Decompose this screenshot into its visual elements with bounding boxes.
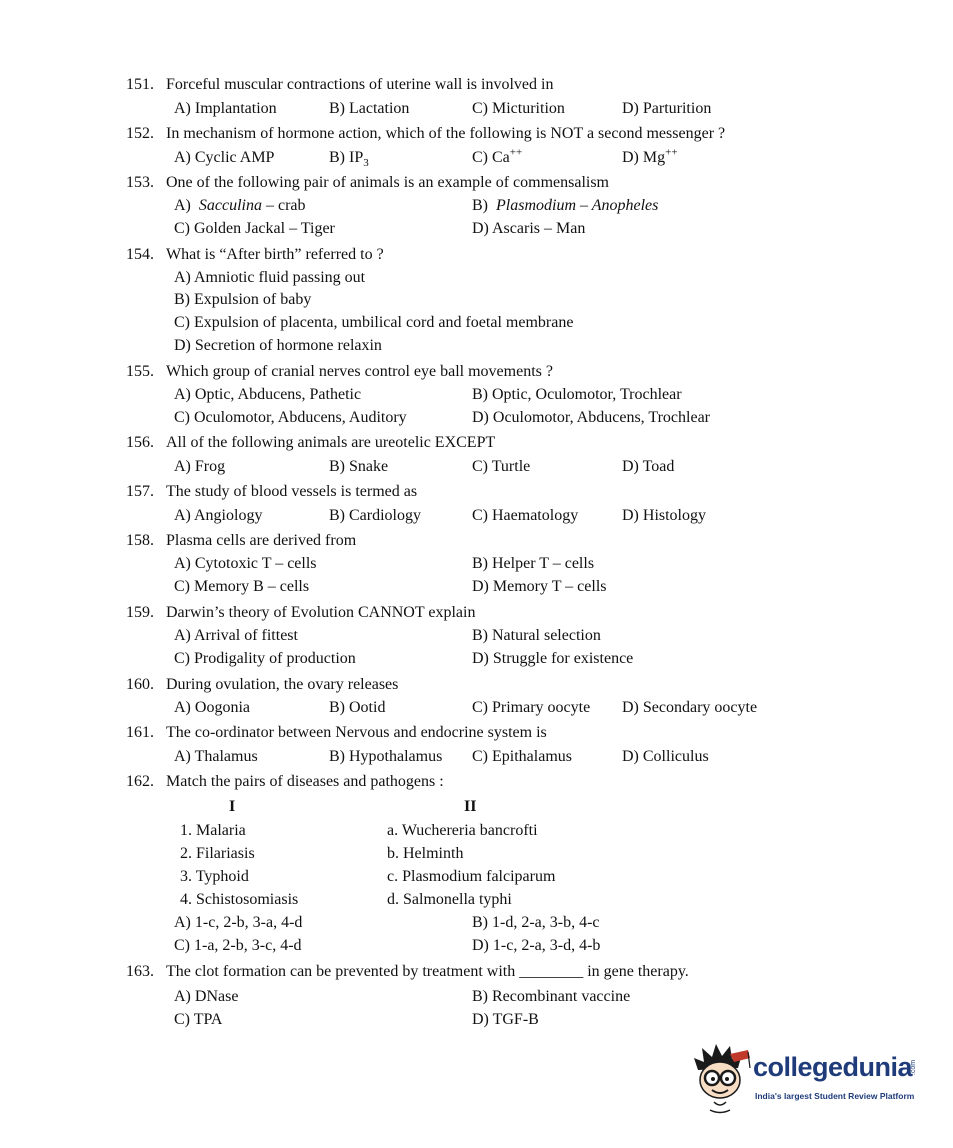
option-c: C) Memory B – cells <box>174 578 310 595</box>
question-text: The co-ordinator between Nervous and endocrine system is <box>166 724 547 741</box>
question-number: 153. <box>126 174 154 191</box>
option-d: D) Memory T – cells <box>472 578 607 595</box>
option-b: B) Snake <box>329 458 389 475</box>
option-a: A) Optic, Abducens, Pathetic <box>174 386 362 403</box>
option-b: B) $IP_3$ <box>329 149 369 170</box>
question-number: 157. <box>126 483 154 500</box>
match-left-item: 2. Filariasis <box>180 845 255 862</box>
question-161 <box>126 723 547 743</box>
question-162 <box>126 772 444 792</box>
question-number: 152. <box>126 125 154 142</box>
option-c: C) Primary oocyte <box>472 699 591 716</box>
question-number: 160. <box>126 676 154 693</box>
option-a: A) Oogonia <box>174 699 250 716</box>
option-c: C) 1-a, 2-b, 3-c, 4-d <box>174 937 302 954</box>
question-157 <box>126 482 417 502</box>
question-155 <box>126 362 553 382</box>
option-c: C) Haematology <box>472 507 579 524</box>
option-c: C) TPA <box>174 1011 223 1028</box>
question-text: In mechanism of hormone action, which of the following is NOT a second messenger ? <box>166 125 726 142</box>
option-d: D) TGF-B <box>472 1011 539 1028</box>
question-text: What is “After birth” referred to ? <box>166 246 384 263</box>
question-text: All of the following animals are ureotelic EXCEPT <box>166 434 496 451</box>
question-number: 151. <box>126 76 154 93</box>
question-154 <box>126 245 384 265</box>
question-text: The study of blood vessels is termed as <box>166 483 418 500</box>
option-a: A) Frog <box>174 458 226 475</box>
match-right-item: a. Wuchereria bancrofti <box>387 822 538 839</box>
option-d: D) Colliculus <box>622 748 709 765</box>
option-b: B) 1-d, 2-a, 3-b, 4-c <box>472 914 600 931</box>
option-b: B) Lactation <box>329 100 410 117</box>
option-b: B) Hypothalamus <box>329 748 443 765</box>
option-c: C) Ca++ <box>472 146 523 166</box>
option-a: A) 1-c, 2-b, 3-a, 4-d <box>174 914 303 931</box>
option-d: D) Secretion of hormone relaxin <box>174 337 382 354</box>
question-151 <box>126 75 553 95</box>
question-text: Match the pairs of diseases and pathogens : <box>166 773 444 790</box>
option-d: D) Oculomotor, Abducens, Trochlear <box>472 409 710 426</box>
option-a: A) Cytotoxic T – cells <box>174 555 317 572</box>
match-left-item: 4. Schistosomiasis <box>180 891 299 908</box>
option-d: D) Toad <box>622 458 675 475</box>
question-number: 162. <box>126 773 154 790</box>
option-b: B) Plasmodium – Anopheles <box>472 197 659 214</box>
option-b: B) Ootid <box>329 699 386 716</box>
option-b: B) Natural selection <box>472 627 601 644</box>
question-number: 155. <box>126 363 154 380</box>
question-text: Forceful muscular contractions of uterine wall is involved in <box>166 76 554 93</box>
column-ii-header: II <box>464 798 477 815</box>
option-b: B) Recombinant vaccine <box>472 988 631 1005</box>
option-d: D) Parturition <box>622 100 712 117</box>
option-c: C) Prodigality of production <box>174 650 356 667</box>
match-right-item: b. Helminth <box>387 845 464 862</box>
option-a: A) Amniotic fluid passing out <box>174 269 366 286</box>
option-d: D) Secondary oocyte <box>622 699 758 716</box>
question-158 <box>126 531 356 551</box>
question-160 <box>126 675 398 695</box>
match-right-item: c. Plasmodium falciparum <box>387 868 556 885</box>
question-text: The clot formation can be prevented by treatment with ________ in gene therapy. <box>166 963 689 980</box>
question-number: 163. <box>126 963 154 980</box>
question-number: 156. <box>126 434 154 451</box>
option-d: D) Struggle for existence <box>472 650 634 667</box>
option-d: D) Ascaris – Man <box>472 220 586 237</box>
option-d: D) Histology <box>622 507 706 524</box>
option-c: C) Golden Jackal – Tiger <box>174 220 335 237</box>
column-i-header: I <box>229 798 236 815</box>
question-text: One of the following pair of animals is an example of commensalism <box>166 174 609 191</box>
option-b: B) Expulsion of baby <box>174 291 312 308</box>
option-b: B) Helper T – cells <box>472 555 595 572</box>
option-a: A) Sacculina – crab <box>174 197 306 214</box>
option-c: C) Oculomotor, Abducens, Auditory <box>174 409 407 426</box>
option-c: C) Epithalamus <box>472 748 572 765</box>
option-a: A) Cyclic AMP <box>174 149 275 166</box>
option-b: B) Optic, Oculomotor, Trochlear <box>472 386 682 403</box>
question-163 <box>126 962 689 982</box>
mascot-icon <box>690 1040 752 1115</box>
collegedunia-logo[interactable] <box>690 1040 930 1115</box>
option-a: A) Thalamus <box>174 748 258 765</box>
option-a: A) DNase <box>174 988 239 1005</box>
question-number: 154. <box>126 246 154 263</box>
question-text: During ovulation, the ovary releases <box>166 676 399 693</box>
option-b: B) Cardiology <box>329 507 421 524</box>
question-152 <box>126 124 725 144</box>
question-number: 158. <box>126 532 154 549</box>
question-text: Darwin’s theory of Evolution CANNOT explain <box>166 604 476 621</box>
match-right-item: d. Salmonella typhi <box>387 891 512 908</box>
question-text: Plasma cells are derived from <box>166 532 357 549</box>
option-a: A) Angiology <box>174 507 263 524</box>
option-a: A) Implantation <box>174 100 277 117</box>
question-number: 161. <box>126 724 154 741</box>
brand-tagline: India's largest Student Review Platform <box>755 1091 915 1101</box>
question-156 <box>126 433 495 453</box>
option-d: D) 1-c, 2-a, 3-d, 4-b <box>472 937 601 954</box>
brand-suffix: .com <box>910 1059 918 1076</box>
question-number: 159. <box>126 604 154 621</box>
option-c: C) Turtle <box>472 458 531 475</box>
question-159 <box>126 603 475 623</box>
option-c: C) Expulsion of placenta, umbilical cord and foetal membrane <box>174 314 574 331</box>
option-c: C) Micturition <box>472 100 565 117</box>
option-d: D) Mg++ <box>622 146 678 166</box>
question-text: Which group of cranial nerves control eye ball movements ? <box>166 363 553 380</box>
match-left-item: 1. Malaria <box>180 822 246 839</box>
option-a: A) Arrival of fittest <box>174 627 298 644</box>
question-153 <box>126 173 609 193</box>
brand-name: collegedunia <box>753 1052 913 1082</box>
match-left-item: 3. Typhoid <box>180 868 249 885</box>
